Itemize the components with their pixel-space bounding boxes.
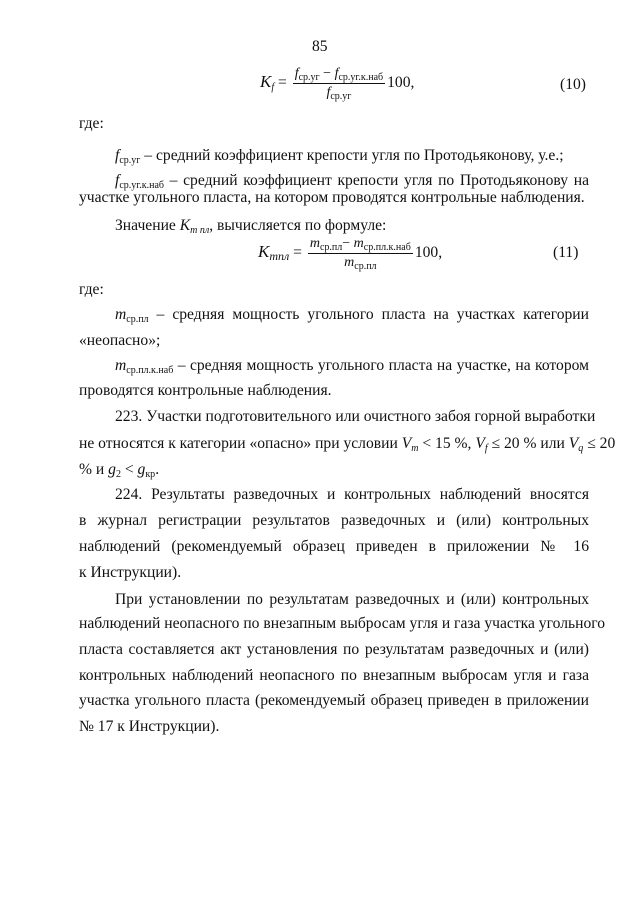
paragraph-224-line1: 224. Результаты разведочных и контрольных наблюдений вносятся: [115, 486, 589, 503]
formula-10-num-f1: f: [294, 66, 299, 81]
paragraph-223-line3: [79, 460, 589, 480]
formula-10-den-f: f: [326, 85, 331, 100]
p223-vq-condition: ≤ 20: [583, 435, 616, 452]
formula-11-number: (11): [553, 244, 579, 261]
formula-11-minus: −: [342, 236, 354, 251]
formula-10-num-f2: f: [334, 66, 339, 81]
formula-11-num-m1-sub: ср.пл: [319, 242, 343, 253]
formula-11-lhs: K: [258, 242, 270, 262]
p223-vq-symbol: V: [568, 435, 579, 452]
p223-g2-sub: 2: [115, 469, 121, 480]
def-f2-text-line1: – средний коэффициент крепости угля по Протодьяконову на: [164, 172, 589, 189]
def-m2-text-line1: – средняя мощность угольного пласта на участке, на котором: [173, 357, 589, 374]
formula-11: [258, 236, 442, 271]
where-label-1: где:: [79, 115, 104, 132]
formula-11-numerator: [308, 236, 413, 254]
p223-line2-text: не относятся к категории «опасно» при условии: [79, 435, 402, 452]
formula-10: [260, 66, 414, 101]
formula-10-num-f2-sub: ср.уг.к.наб: [338, 72, 384, 83]
formula-11-num-m2-sub: ср.пл.к.наб: [363, 242, 411, 253]
formula-10-denominator: [293, 84, 385, 101]
value-line-sub: m пл: [190, 225, 210, 236]
formula-10-den-sub: ср.уг: [330, 91, 352, 102]
paragraph-223-line2: [79, 434, 616, 454]
paragraph-final-line1: При установлении по результатам разведочных и (или) контрольных: [115, 591, 589, 608]
formula-10-minus: −: [319, 66, 335, 81]
def-m2-symbol: m: [115, 357, 127, 374]
formula-10-lhs-sub: f: [271, 82, 275, 94]
formula-10-number: (10): [560, 76, 586, 93]
p223-vf-condition: ≤ 20 % или: [487, 435, 569, 452]
page-number: 85: [312, 38, 328, 55]
paragraph-224-line2: в журнал регистрации результатов разведочных и (или) контрольных: [79, 512, 589, 529]
paragraph-224-line3: наблюдений (рекомендуемый образец приведен в приложении № 16: [79, 538, 589, 555]
paragraph-final-line5: участка угольного пласта (рекомендуемый образец приведен в приложении: [79, 692, 589, 709]
formula-10-numerator: [293, 66, 385, 84]
value-line-symbol: K: [179, 217, 191, 234]
definition-m-sr-pl-k-nab-line1: [115, 356, 589, 376]
formula-10-lhs: K: [260, 72, 272, 92]
formula-10-multiplier: 100,: [387, 74, 415, 92]
p223-vm-symbol: V: [401, 435, 412, 452]
p223-vf-symbol: V: [475, 435, 485, 452]
p223-gkr-symbol: g: [137, 461, 146, 478]
definition-m-sr-pl-line2: «неопасно»;: [79, 332, 161, 349]
where-label-2: где:: [79, 281, 104, 298]
definition-f-sr-ug: [115, 146, 585, 166]
p223-vf-sub: f: [484, 443, 488, 454]
def-f2-sub: ср.уг.к.наб: [119, 180, 164, 191]
value-line-suffix: , вычисляется по формуле:: [209, 217, 387, 234]
formula-10-fraction: [293, 66, 385, 101]
paragraph-final-line6: № 17 к Инструкции).: [79, 718, 220, 735]
definition-f-sr-ug-k-nab-line2: участке угольного пласта, на котором проводятся контрольные наблюдения.: [79, 189, 585, 206]
def-m2-sub: ср.пл.к.наб: [126, 365, 174, 376]
paragraph-224-line4: к Инструкции).: [79, 564, 182, 581]
def-m1-sub: ср.пл: [126, 314, 149, 325]
formula-11-equals: =: [289, 244, 306, 262]
p223-vq-sub: q: [578, 443, 584, 454]
def-f1-sub: ср.уг: [119, 155, 141, 166]
value-km-line: [115, 216, 585, 236]
def-m1-text-line1: – средняя мощность угольного пласта на участках категории: [148, 306, 589, 323]
paragraph-final-line2: наблюдений неопасного по внезапным выбросам угля и газа участка угольного: [79, 615, 606, 632]
formula-11-fraction: [308, 236, 413, 271]
def-f2-symbol: f: [115, 172, 120, 189]
p223-gkr-sub: кр: [145, 469, 156, 480]
def-m1-symbol: m: [115, 306, 127, 323]
def-f1-text: – средний коэффициент крепости угля по Протодьяконову, у.е.;: [140, 147, 564, 164]
p223-g2-symbol: g: [108, 461, 116, 478]
p223-vm-condition: < 15 %,: [418, 435, 476, 452]
paragraph-223-line1: 223. Участки подготовительного или очистного забоя горной выработки: [115, 408, 596, 425]
formula-11-multiplier: 100,: [414, 244, 443, 262]
p223-less-than: <: [120, 461, 138, 478]
definition-m-sr-pl-line1: [115, 305, 589, 325]
paragraph-final-line3: пласта составляется акт установления по результатам разведочных и (или): [79, 641, 589, 658]
definition-m-sr-pl-k-nab-line2: проводятся контрольные наблюдения.: [79, 382, 332, 399]
formula-11-num-m1: m: [309, 236, 320, 251]
p223-line3-end: .: [155, 461, 160, 478]
def-f1-symbol: f: [115, 147, 120, 164]
formula-11-denominator: [308, 254, 413, 271]
p223-line3-text: % и: [79, 461, 109, 478]
formula-11-den-sub: ср.пл: [354, 261, 377, 272]
value-line-prefix: Значение: [115, 217, 180, 234]
formula-10-num-f1-sub: ср.уг: [298, 72, 320, 83]
formula-11-num-m2: m: [353, 236, 364, 251]
formula-11-lhs-sub: mпл: [269, 249, 290, 264]
p223-vm-sub: m: [411, 443, 419, 454]
paragraph-final-line4: контрольных наблюдений неопасного по внезапным выбросам угля и газа: [79, 667, 589, 684]
formula-10-equals: =: [274, 74, 291, 92]
formula-11-den-m: m: [344, 255, 355, 270]
